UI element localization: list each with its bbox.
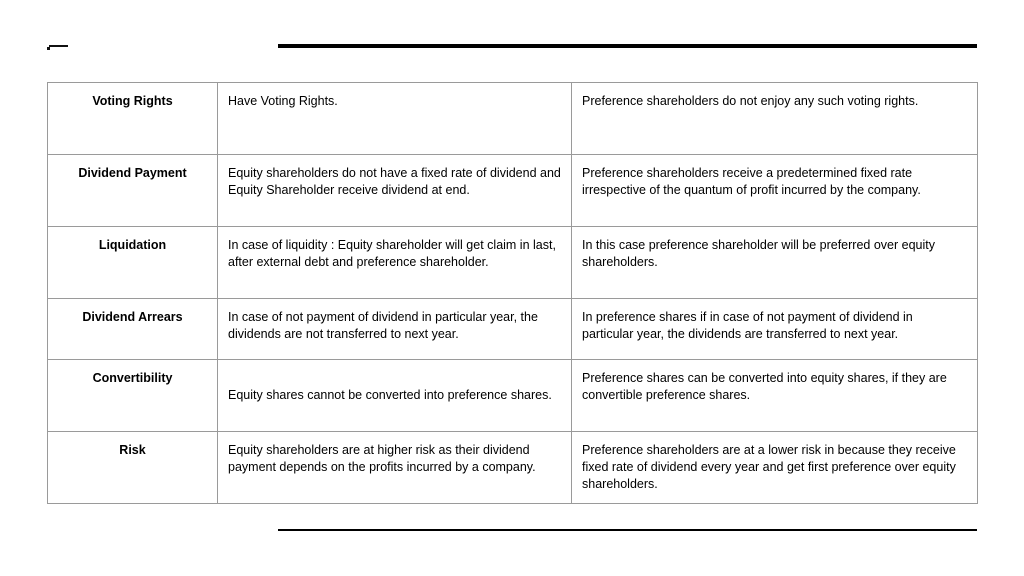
row-attribute: Voting Rights: [48, 83, 218, 155]
equity-cell: Equity shareholders do not have a fixed rate of dividend and Equity Shareholder receive dividend at end.: [218, 155, 572, 227]
top-rule: [278, 44, 977, 48]
table-row-voting-rights: [48, 83, 978, 155]
row-attribute: Risk: [48, 432, 218, 504]
equity-cell: Equity shareholders are at higher risk as their dividend payment depends on the profits incurred by a company.: [218, 432, 572, 504]
row-attribute: Dividend Payment: [48, 155, 218, 227]
equity-cell: Equity shares cannot be converted into preference shares.: [218, 360, 572, 432]
corner-mark-dot: [47, 47, 50, 50]
corner-mark: [47, 43, 69, 51]
equity-cell: Have Voting Rights.: [218, 83, 572, 155]
table-row-dividend-payment: [48, 155, 978, 227]
row-attribute: Dividend Arrears: [48, 299, 218, 360]
preference-cell: Preference shares can be converted into equity shares, if they are convertible preference shares.: [572, 360, 978, 432]
preference-cell: Preference shareholders receive a predetermined fixed rate irrespective of the quantum of profit incurred by the company.: [572, 155, 978, 227]
row-attribute: Liquidation: [48, 227, 218, 299]
equity-cell: In case of not payment of dividend in particular year, the dividends are not transferred to next year.: [218, 299, 572, 360]
corner-mark-bar: [49, 45, 68, 47]
preference-cell: Preference shareholders do not enjoy any such voting rights.: [572, 83, 978, 155]
comparison-table: [47, 82, 978, 504]
table-row-liquidation: [48, 227, 978, 299]
table-row-risk: [48, 432, 978, 504]
bottom-rule: [278, 529, 977, 531]
row-attribute: Convertibility: [48, 360, 218, 432]
preference-cell: In preference shares if in case of not payment of dividend in particular year, the dividends are transferred to next year.: [572, 299, 978, 360]
equity-cell: In case of liquidity : Equity shareholder will get claim in last, after external debt and preference shareholder.: [218, 227, 572, 299]
preference-cell: In this case preference shareholder will be preferred over equity shareholders.: [572, 227, 978, 299]
table-row-dividend-arrears: [48, 299, 978, 360]
preference-cell: Preference shareholders are at a lower risk in because they receive fixed rate of dividend every year and get first preference over equity shareholders.: [572, 432, 978, 504]
table-row-convertibility: [48, 360, 978, 432]
